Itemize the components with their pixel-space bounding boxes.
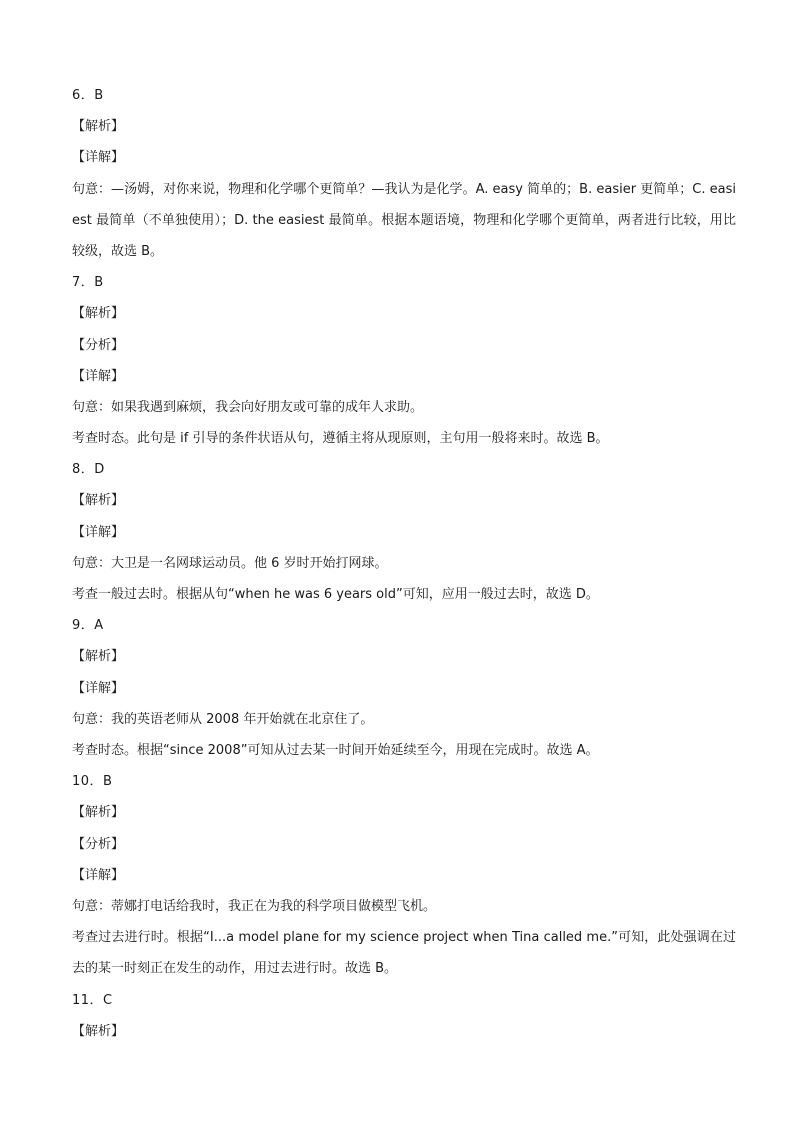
sentence-meaning: 句意：大卫是一名网球运动员。他 6 岁时开始打网球。: [72, 555, 388, 571]
answer-number: 11．C: [72, 992, 113, 1008]
section-tag-reasoning: 【分析】: [72, 337, 125, 353]
section-tag-analysis: 【解析】: [72, 1023, 125, 1039]
section-tag-detail: 【详解】: [72, 150, 125, 166]
explanation-paragraph: 考查过去进行时。根据“I...a model plane for my science project when Tina called me.”可知，此处强调在过去的某一时刻正在发生的动作，用过去进行时。故选 B。: [72, 930, 736, 977]
section-tag-analysis: 【解析】: [72, 805, 125, 821]
section-tag-analysis: 【解析】: [72, 119, 125, 135]
answer-number: 9．A: [72, 618, 104, 634]
explanation-line: 考查时态。根据“since 2008”可知从过去某一时间开始延续至今，用现在完成时。故选 A。: [72, 742, 599, 758]
sentence-meaning: 句意：我的英语老师从 2008 年开始就在北京住了。: [72, 711, 374, 727]
section-tag-detail: 【详解】: [72, 368, 125, 384]
section-tag-detail: 【详解】: [72, 867, 125, 883]
explanation-line: 考查时态。此句是 if 引导的条件状语从句，遵循主将从现原则，主句用一般将来时。故选 B。: [72, 431, 609, 447]
section-tag-reasoning: 【分析】: [72, 836, 125, 852]
answer-number: 6．B: [72, 88, 104, 103]
section-tag-analysis: 【解析】: [72, 649, 125, 665]
answer-number: 10．B: [72, 774, 113, 790]
section-tag-detail: 【详解】: [72, 524, 125, 540]
section-tag-analysis: 【解析】: [72, 493, 125, 509]
explanation-line: 考查一般过去时。根据从句“when he was 6 years old”可知，应用一般过去时，故选 D。: [72, 587, 599, 603]
sentence-meaning: 句意：如果我遇到麻烦，我会向好朋友或可靠的成年人求助。: [72, 399, 424, 415]
section-tag-analysis: 【解析】: [72, 306, 125, 322]
answer-number: 8．D: [72, 462, 105, 478]
section-tag-detail: 【详解】: [72, 680, 125, 696]
explanation-paragraph: 句意：—汤姆，对你来说，物理和化学哪个更简单？—我认为是化学。A. easy 简单的；B. easier 更简单；C. easiest 最简单（不单独使用）；D. the easiest 最简单。根据本题语境，物理和化学哪个更简单，两者进行比较，用比较级，故选 B。: [72, 181, 736, 259]
answer-number: 7．B: [72, 275, 104, 291]
sentence-meaning: 句意：蒂娜打电话给我时，我正在为我的科学项目做模型飞机。: [72, 898, 437, 914]
